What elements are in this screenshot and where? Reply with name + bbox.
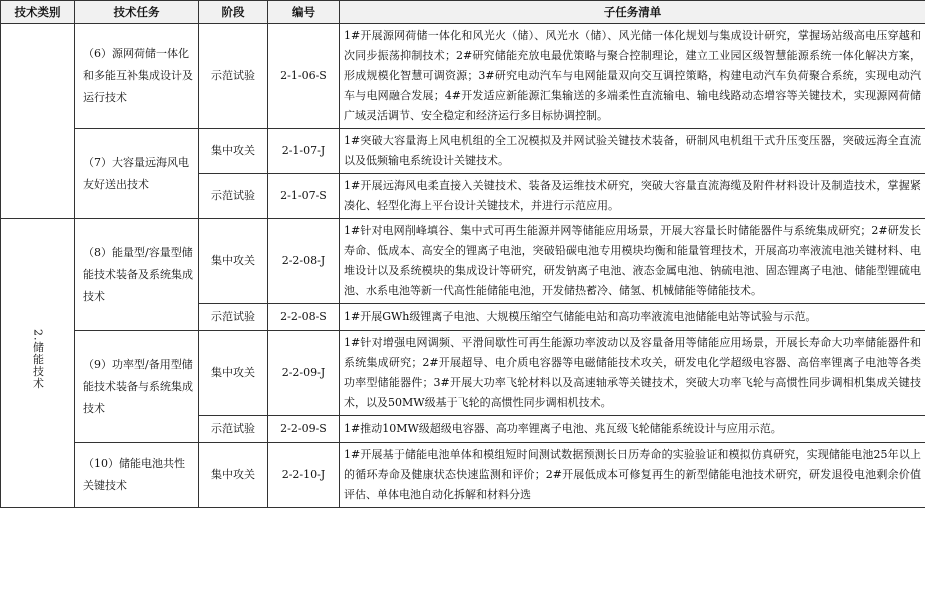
code-cell: 2-2-08-J bbox=[268, 219, 340, 304]
stage-cell: 示范试验 bbox=[199, 304, 268, 331]
subtask-list-cell: 1#开展GWh级锂离子电池、大规模压缩空气储能电站和高功率液流电池储能电站等试验与示范。 bbox=[340, 304, 925, 331]
header-stage: 阶段 bbox=[199, 1, 268, 24]
task-cell: （10）储能电池共性关键技术 bbox=[75, 443, 199, 508]
code-cell: 2-2-09-S bbox=[268, 416, 340, 443]
code-cell: 2-1-06-S bbox=[268, 24, 340, 129]
table-row bbox=[1, 331, 925, 416]
stage-cell: 集中攻关 bbox=[199, 129, 268, 174]
task-cell: （6）源网荷储一体化和多能互补集成设计及运行技术 bbox=[75, 24, 199, 129]
stage-cell: 示范试验 bbox=[199, 416, 268, 443]
stage-cell: 集中攻关 bbox=[199, 219, 268, 304]
code-cell: 2-2-09-J bbox=[268, 331, 340, 416]
table-row bbox=[1, 219, 925, 304]
stage-cell: 示范试验 bbox=[199, 174, 268, 219]
subtask-list-cell: 1#突破大容量海上风电机组的全工况模拟及并网试验关键技术装备，研制风电机组干式升压变压器，突破远海全直流以及低频输电系统设计关键技术。 bbox=[340, 129, 925, 174]
stage-cell: 示范试验 bbox=[199, 24, 268, 129]
header-category: 技术类别 bbox=[1, 1, 75, 24]
code-cell: 2-2-08-S bbox=[268, 304, 340, 331]
category-label: 2.储能技术 bbox=[31, 328, 45, 390]
subtask-list-cell: 1#开展远海风电柔直接入关键技术、装备及运维技术研究，突破大容量直流海缆及附件材料设计及制造技术，掌握紧凑化、轻型化海上平台设计关键技术，并进行示范应用。 bbox=[340, 174, 925, 219]
stage-cell: 集中攻关 bbox=[199, 331, 268, 416]
header-code: 编号 bbox=[268, 1, 340, 24]
subtask-list-cell: 1#开展源网荷储一体化和风光火（储）、风光水（储）、风光储一体化规划与集成设计研究，掌握场站级高电压穿越和次同步振荡抑制技术；2#研究储能充放电最优策略与聚合控制理论，建立工业园区级智慧能源系统一体化解决方案，形成规模化智慧可调资源；3#研究电动汽车与电网能量双向交互调控策略，构建电动汽车负荷聚合系统，实现电动汽车与电网融合发展；4#开发适应新能源汇集输送的多端柔性直流输电、输电线路动态增容等关键技术，实现源网荷储广域灵活调节、安全稳定和经济运行多目标协调控制。 bbox=[340, 24, 925, 129]
task-cell: （9）功率型/备用型储能技术装备与系统集成技术 bbox=[75, 331, 199, 443]
subtask-list-cell: 1#推动10MW级超级电容器、高功率锂离子电池、兆瓦级飞轮储能系统设计与应用示范。 bbox=[340, 416, 925, 443]
category-cell-1 bbox=[1, 24, 75, 219]
category-cell-2 bbox=[1, 219, 75, 508]
code-cell: 2-2-10-J bbox=[268, 443, 340, 508]
subtask-list-cell: 1#针对增强电网调频、平滑间歇性可再生能源功率波动以及容量备用等储能应用场景，开展长寿命大功率储能器件和系统集成研究；2#开展超导、电介质电容器等电磁储能技术攻关，研发电化学超级电容器、高倍率锂离子电池等各类功率型储能器件；3#开展大功率飞轮材料以及高速轴承等关键技术，突破大功率飞轮与高惯性同步调相机集成关键技术，以及50MW级基于飞轮的高惯性同步调相机技术。 bbox=[340, 331, 925, 416]
code-cell: 2-1-07-J bbox=[268, 129, 340, 174]
table-row bbox=[1, 443, 925, 508]
task-cell: （7）大容量远海风电友好送出技术 bbox=[75, 129, 199, 219]
table-row bbox=[1, 129, 925, 174]
code-cell: 2-1-07-S bbox=[268, 174, 340, 219]
task-cell: （8）能量型/容量型储能技术装备及系统集成技术 bbox=[75, 219, 199, 331]
header-task: 技术任务 bbox=[75, 1, 199, 24]
header-row bbox=[1, 1, 925, 24]
subtask-list-cell: 1#开展基于储能电池单体和模组短时间测试数据预测长日历寿命的实验验证和模拟仿真研究，实现储能电池25年以上的循环寿命及健康状态快速监测和评价；2#开展低成本可修复再生的新型储能电池技术研究，研发退役电池剩余价值评估、单体电池自动化拆解和材料分选 bbox=[340, 443, 925, 508]
subtask-list-cell: 1#针对电网削峰填谷、集中式可再生能源并网等储能应用场景，开展大容量长时储能器件与系统集成研究；2#研发长寿命、低成本、高安全的锂离子电池，突破铅碳电池专用模块均衡和能量管理技术，开展高功率液流电池关键材料、电堆设计以及系统模块的集成设计等研究，研发钠离子电池、液态金属电池、钠硫电池、固态锂离子电池、储能型锂硫电池、水系电池等新一代高性能储能电池，开发储热蓄冷、储氢、机械储能等储能技术。 bbox=[340, 219, 925, 304]
stage-cell: 集中攻关 bbox=[199, 443, 268, 508]
table-row bbox=[1, 24, 925, 129]
header-subtasks: 子任务清单 bbox=[340, 1, 925, 24]
